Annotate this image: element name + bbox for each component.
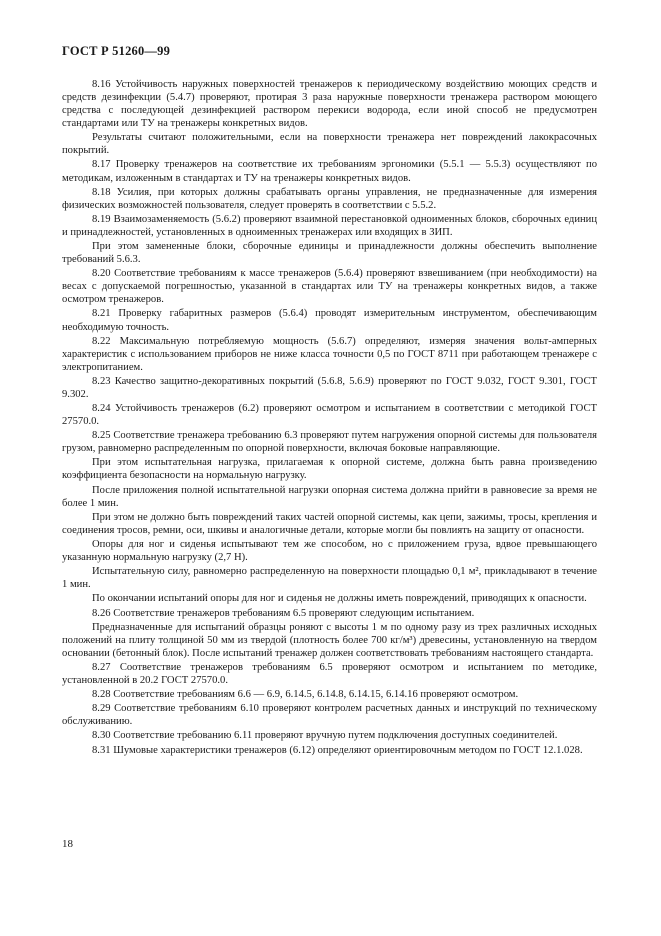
paragraph-8-25-footrests: Опоры для ног и сиденья испытывают тем же способом, но с приложением груза, вдвое превышающего указанную нормальную нагрузку (2,7 Н). [62,539,597,564]
paragraph-8-28: 8.28 Соответствие требованиям 6.6 — 6.9, 6.14.5, 6.14.8, 6.14.15, 6.14.16 проверяют осмотром. [92,689,519,701]
document-body [62,78,597,758]
paragraph-8-23: 8.23 Качество защитно-декоративных покрытий (5.6.8, 5.6.9) проверяют по ГОСТ 9.032, ГОСТ 9.301, ГОСТ 9.302. [62,375,597,400]
paragraph-8-26: 8.26 Соответствие тренажеров требованиям 6.5 проверяют следующим испытанием. [92,607,475,619]
paragraph-8-25-force: Испытательную силу, равномерно распределенную на поверхности площадью 0,1 м², прикладывают в течение 1 мин. [62,566,597,591]
paragraph-8-25: 8.25 Соответствие тренажера требованию 6.3 проверяют путем нагружения опорной системы для пользователя грузом, равномерно распределенным по опорной поверхности, включая боковые направляющие. [62,430,597,455]
paragraph-8-24: 8.24 Устойчивость тренажеров (6.2) проверяют осмотром и испытанием в соответствии с методикой ГОСТ 27570.0. [62,403,597,428]
paragraph-8-20: 8.20 Соответствие требованиям к массе тренажеров (5.6.4) проверяют взвешиванием (при необходимости) на весах с допускаемой погрешностью, указанной в стандартах или ТУ на тренажеры конкретных видов, а также осмотром тренажеров. [62,268,597,306]
paragraph-8-19-note: При этом замененные блоки, сборочные единицы и принадлежности должны обеспечить выполнение требований 5.6.3. [62,241,597,266]
paragraph-8-29: 8.29 Соответствие требованиям 6.10 проверяют контролем расчетных данных и инструкций по техническому обслуживанию. [62,703,597,728]
paragraph-8-25-result: По окончании испытаний опоры для ног и сиденья не должны иметь повреждений, приводящих к опасности. [92,593,587,605]
page-number: 18 [62,838,73,850]
paragraph-8-16: 8.16 Устойчивость наружных поверхностей тренажеров к периодическому воздействию моющих средств и средств дезинфекции (5.4.7) проверяют, протирая 3 раза наружные поверхности тренажера раствором моющего средства с последующей дезинфекцией раствором перекиси водорода, если иной способ не предусмотрен стандартами или ТУ на тренажеры конкретных видов. [62,79,597,130]
paragraph-8-30: 8.30 Соответствие требованию 6.11 проверяют вручную путем подключения доступных соединителей. [92,730,558,742]
paragraph-8-21: 8.21 Проверку габаритных размеров (5.6.4) проводят измерительным инструментом, обеспечивающим необходимую точность. [62,308,597,333]
paragraph-8-27: 8.27 Соответствие тренажеров требованиям 6.5 проверяют осмотром и испытанием по методике, установленной в 20.2 ГОСТ 27570.0. [62,661,597,686]
paragraph-8-16-result: Результаты считают положительными, если на поверхности тренажера нет повреждений лакокрасочных покрытий. [62,132,597,157]
paragraph-8-25-damage: При этом не должно быть повреждений таких частей опорной системы, как цепи, зажимы, тросы, крепления и соединения тросов, ремни, оси, шкивы и аналогичные детали, которые могли бы повлиять на защиту от опасности. [62,511,597,536]
paragraph-8-22: 8.22 Максимальную потребляемую мощность (5.6.7) определяют, измеряя значения вольт-амперных характеристик с использованием приборов не ниже класса точности 0,5 по ГОСТ 8711 при работающем тренажере с электропитанием. [62,335,597,373]
paragraph-8-26-drop-test: Предназначенные для испытаний образцы роняют с высоты 1 м по одному разу из трех различных исходных положений на плиту толщиной 50 мм из твердой (плотность более 700 кг/м³) древесины, установленную на твердом основании (бетонный блок). После испытаний тренажер должен соответствовать требованиям настоящего стандарта. [62,621,597,659]
paragraph-8-31: 8.31 Шумовые характеристики тренажеров (6.12) определяют ориентировочным методом по ГОСТ 12.1.028. [92,744,583,756]
paragraph-8-19: 8.19 Взаимозаменяемость (5.6.2) проверяют взаимной перестановкой одноименных блоков, сборочных единиц и принадлежностей, установленных в одноименных тренажерах или входящих в ЗИП. [62,213,597,238]
paragraph-8-25-equilibrium: После приложения полной испытательной нагрузки опорная система должна прийти в равновесие за время не более 1 мин. [62,484,597,509]
paragraph-8-17: 8.17 Проверку тренажеров на соответствие их требованиям эргономики (5.5.1 — 5.5.3) осуществляют по методикам, изложенным в стандартах и ТУ на тренажеры конкретных видов. [62,159,597,184]
paragraph-8-25-load: При этом испытательная нагрузка, прилагаемая к опорной системе, должна быть равна произведению коэффициента безопасности на нормальную нагрузку. [62,457,597,482]
document-header: ГОСТ Р 51260—99 [62,44,171,58]
paragraph-8-18: 8.18 Усилия, при которых должны срабатывать органы управления, не предназначенные для измерения физических возможностей пользователя, следует проверять в соответствии с 5.5.2. [62,186,597,211]
